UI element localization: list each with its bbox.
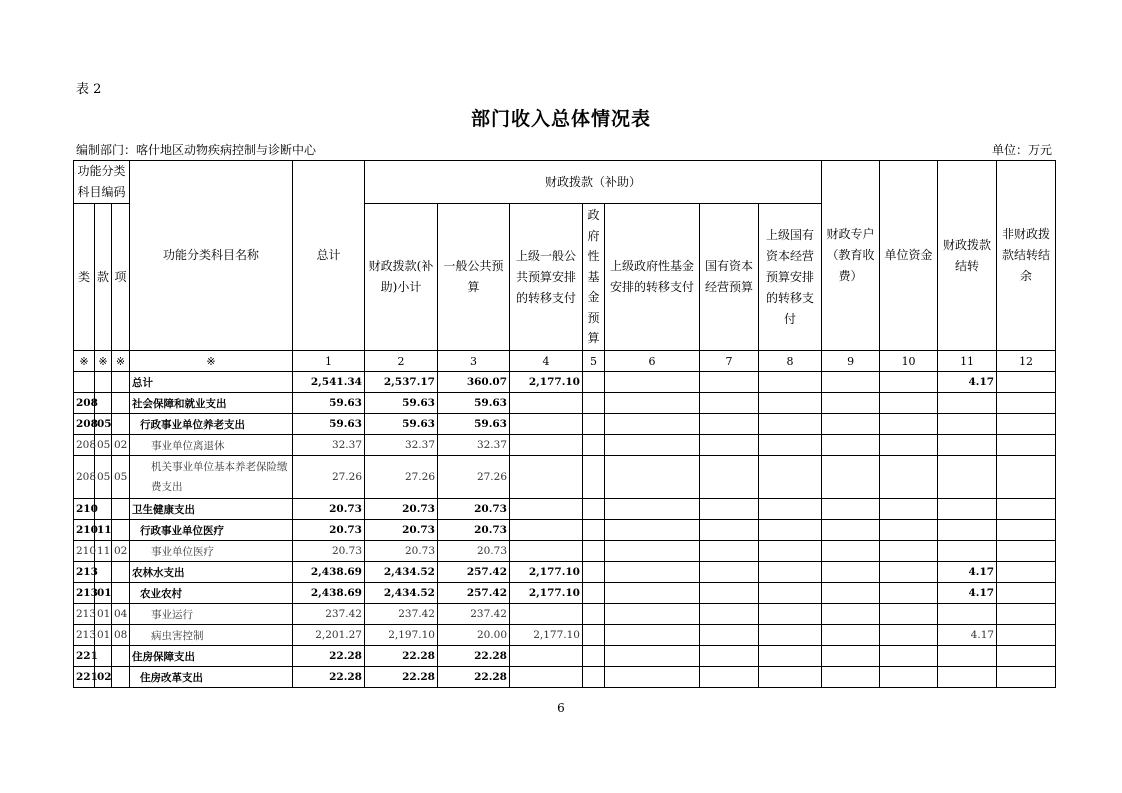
column-index-cell: 3 — [438, 351, 510, 372]
cell-c2: 32.37 — [365, 435, 438, 456]
table-row — [74, 520, 1056, 541]
compiling-department: 编制部门：喀什地区动物疾病控制与诊断中心 — [76, 143, 317, 157]
header-c5: 政府性基金预算 — [583, 204, 605, 351]
table-label: 表 2 — [76, 82, 102, 97]
page-number: 6 — [557, 701, 565, 715]
cell-lei: 210 — [74, 541, 95, 562]
cell-c8 — [759, 499, 822, 520]
column-index-cell: 11 — [938, 351, 997, 372]
cell-c7 — [700, 604, 759, 625]
cell-c1: 22.28 — [293, 646, 365, 667]
column-index-cell: 10 — [880, 351, 938, 372]
cell-c10 — [880, 541, 938, 562]
cell-c7 — [700, 372, 759, 393]
cell-c5 — [583, 435, 605, 456]
cell-kuan: 05 — [95, 414, 112, 435]
cell-lei: 213 — [74, 604, 95, 625]
cell-c7 — [700, 667, 759, 688]
header-c11: 财政拨款结转 — [938, 161, 997, 351]
header-c9: 财政专户（教育收费） — [822, 161, 880, 351]
column-index-row — [74, 351, 1056, 372]
cell-c2: 2,434.52 — [365, 562, 438, 583]
cell-lei: 210 — [74, 499, 95, 520]
cell-c11 — [938, 646, 997, 667]
cell-c12 — [997, 646, 1056, 667]
cell-c4 — [510, 667, 583, 688]
cell-c11: 4.17 — [938, 625, 997, 646]
page-title: 部门收入总体情况表 — [470, 108, 651, 130]
cell-c1: 27.26 — [293, 456, 365, 499]
table-row — [74, 456, 1056, 499]
cell-c7 — [700, 456, 759, 499]
header-kuan: 款 — [95, 204, 112, 351]
cell-c8 — [759, 646, 822, 667]
cell-c2: 2,434.52 — [365, 583, 438, 604]
cell-c4: 2,177.10 — [510, 625, 583, 646]
cell-c3: 20.00 — [438, 625, 510, 646]
cell-xiang — [112, 414, 130, 435]
header-fiscal-group: 财政拨款（补助） — [365, 161, 822, 204]
cell-c1: 59.63 — [293, 414, 365, 435]
cell-c3: 59.63 — [438, 393, 510, 414]
header-c12: 非财政拨款结转结余 — [997, 161, 1056, 351]
cell-c4 — [510, 646, 583, 667]
cell-xiang: 08 — [112, 625, 130, 646]
cell-c6 — [605, 667, 700, 688]
cell-c11: 4.17 — [938, 562, 997, 583]
cell-c10 — [880, 583, 938, 604]
header-lei: 类 — [74, 204, 95, 351]
cell-lei: 210 — [74, 520, 95, 541]
cell-c4 — [510, 604, 583, 625]
cell-xiang: 02 — [112, 541, 130, 562]
cell-lei: 208 — [74, 414, 95, 435]
cell-c11: 4.17 — [938, 583, 997, 604]
column-index-cell: 8 — [759, 351, 822, 372]
cell-lei: 208 — [74, 456, 95, 499]
cell-c11: 4.17 — [938, 372, 997, 393]
income-summary-table — [73, 160, 1056, 688]
column-index-cell: 6 — [605, 351, 700, 372]
cell-c9 — [822, 583, 880, 604]
cell-xiang — [112, 562, 130, 583]
header-xiang: 项 — [112, 204, 130, 351]
cell-c5 — [583, 583, 605, 604]
cell-c1: 22.28 — [293, 667, 365, 688]
cell-c12 — [997, 667, 1056, 688]
cell-kuan: 11 — [95, 520, 112, 541]
cell-c8 — [759, 520, 822, 541]
cell-c2: 59.63 — [365, 393, 438, 414]
cell-c2: 59.63 — [365, 414, 438, 435]
cell-xiang — [112, 499, 130, 520]
cell-c10 — [880, 625, 938, 646]
cell-xiang — [112, 646, 130, 667]
cell-c8 — [759, 541, 822, 562]
cell-kuan: 01 — [95, 583, 112, 604]
cell-c9 — [822, 435, 880, 456]
cell-c9 — [822, 625, 880, 646]
cell-c10 — [880, 414, 938, 435]
cell-c7 — [700, 562, 759, 583]
cell-c7 — [700, 625, 759, 646]
cell-name: 卫生健康支出 — [130, 499, 293, 520]
cell-c12 — [997, 499, 1056, 520]
header-c6: 上级政府性基金安排的转移支付 — [605, 204, 700, 351]
column-index-cell: 9 — [822, 351, 880, 372]
cell-c11 — [938, 435, 997, 456]
cell-lei: 213 — [74, 562, 95, 583]
cell-c12 — [997, 520, 1056, 541]
cell-c5 — [583, 499, 605, 520]
cell-c12 — [997, 372, 1056, 393]
cell-c4: 2,177.10 — [510, 562, 583, 583]
cell-c8 — [759, 393, 822, 414]
cell-c12 — [997, 414, 1056, 435]
cell-lei: 221 — [74, 646, 95, 667]
cell-c10 — [880, 520, 938, 541]
column-index-cell: 2 — [365, 351, 438, 372]
cell-c7 — [700, 435, 759, 456]
cell-c4 — [510, 456, 583, 499]
cell-c1: 2,438.69 — [293, 583, 365, 604]
cell-name: 病虫害控制 — [130, 625, 293, 646]
header-c3: 一般公共预算 — [438, 204, 510, 351]
cell-c2: 20.73 — [365, 541, 438, 562]
column-index-cell: ※ — [74, 351, 95, 372]
cell-c12 — [997, 456, 1056, 499]
cell-c10 — [880, 393, 938, 414]
cell-c9 — [822, 372, 880, 393]
cell-c6 — [605, 604, 700, 625]
table-row — [74, 583, 1056, 604]
cell-c10 — [880, 562, 938, 583]
cell-c9 — [822, 414, 880, 435]
cell-c2: 20.73 — [365, 520, 438, 541]
cell-kuan: 11 — [95, 541, 112, 562]
cell-c4 — [510, 414, 583, 435]
table-row — [74, 499, 1056, 520]
table-row — [74, 541, 1056, 562]
cell-c12 — [997, 541, 1056, 562]
cell-c12 — [997, 604, 1056, 625]
cell-c3: 22.28 — [438, 646, 510, 667]
cell-c10 — [880, 646, 938, 667]
table-row — [74, 625, 1056, 646]
cell-xiang: 05 — [112, 456, 130, 499]
cell-c3: 20.73 — [438, 541, 510, 562]
cell-c5 — [583, 625, 605, 646]
cell-c5 — [583, 667, 605, 688]
cell-c12 — [997, 583, 1056, 604]
cell-name: 事业单位离退休 — [130, 435, 293, 456]
cell-name: 住房保障支出 — [130, 646, 293, 667]
cell-c1: 20.73 — [293, 499, 365, 520]
cell-c1: 2,541.34 — [293, 372, 365, 393]
cell-lei: 221 — [74, 667, 95, 688]
cell-c8 — [759, 583, 822, 604]
cell-name: 行政事业单位养老支出 — [130, 414, 293, 435]
cell-lei — [74, 372, 95, 393]
cell-xiang — [112, 520, 130, 541]
cell-name: 农林水支出 — [130, 562, 293, 583]
cell-c9 — [822, 604, 880, 625]
cell-c1: 32.37 — [293, 435, 365, 456]
cell-lei: 208 — [74, 435, 95, 456]
cell-xiang — [112, 393, 130, 414]
cell-c6 — [605, 583, 700, 604]
cell-c7 — [700, 541, 759, 562]
cell-c6 — [605, 625, 700, 646]
cell-c10 — [880, 499, 938, 520]
cell-c2: 2,197.10 — [365, 625, 438, 646]
header-c10: 单位资金 — [880, 161, 938, 351]
cell-c10 — [880, 435, 938, 456]
cell-c10 — [880, 604, 938, 625]
cell-c1: 20.73 — [293, 541, 365, 562]
cell-c7 — [700, 499, 759, 520]
cell-c6 — [605, 520, 700, 541]
cell-c12 — [997, 435, 1056, 456]
table-row — [74, 435, 1056, 456]
cell-c5 — [583, 414, 605, 435]
table-row — [74, 667, 1056, 688]
cell-c2: 20.73 — [365, 499, 438, 520]
column-index-cell: 5 — [583, 351, 605, 372]
cell-c1: 59.63 — [293, 393, 365, 414]
cell-xiang: 04 — [112, 604, 130, 625]
cell-name: 事业单位医疗 — [130, 541, 293, 562]
cell-c5 — [583, 520, 605, 541]
cell-xiang — [112, 667, 130, 688]
cell-c10 — [880, 667, 938, 688]
cell-c11 — [938, 456, 997, 499]
unit-label: 单位：万元 — [991, 143, 1052, 157]
header-c7: 国有资本经营预算 — [700, 204, 759, 351]
cell-name: 事业运行 — [130, 604, 293, 625]
cell-c7 — [700, 583, 759, 604]
cell-c11 — [938, 393, 997, 414]
header-c4: 上级一般公共预算安排的转移支付 — [510, 204, 583, 351]
cell-c2: 22.28 — [365, 667, 438, 688]
table-row — [74, 604, 1056, 625]
cell-c3: 257.42 — [438, 583, 510, 604]
cell-c6 — [605, 541, 700, 562]
cell-c11 — [938, 667, 997, 688]
cell-c8 — [759, 667, 822, 688]
cell-c6 — [605, 435, 700, 456]
cell-c9 — [822, 562, 880, 583]
cell-c5 — [583, 456, 605, 499]
column-index-cell: 7 — [700, 351, 759, 372]
cell-c3: 27.26 — [438, 456, 510, 499]
cell-name: 行政事业单位医疗 — [130, 520, 293, 541]
cell-c10 — [880, 372, 938, 393]
cell-c5 — [583, 541, 605, 562]
cell-c9 — [822, 393, 880, 414]
cell-c6 — [605, 499, 700, 520]
cell-name: 农业农村 — [130, 583, 293, 604]
cell-c4 — [510, 435, 583, 456]
cell-c6 — [605, 414, 700, 435]
cell-c4 — [510, 541, 583, 562]
cell-c5 — [583, 393, 605, 414]
cell-c5 — [583, 604, 605, 625]
cell-lei: 208 — [74, 393, 95, 414]
header-c8: 上级国有资本经营预算安排的转移支付 — [759, 204, 822, 351]
cell-c5 — [583, 646, 605, 667]
column-index-cell: 1 — [293, 351, 365, 372]
cell-c1: 2,201.27 — [293, 625, 365, 646]
cell-c2: 27.26 — [365, 456, 438, 499]
cell-c2: 2,537.17 — [365, 372, 438, 393]
cell-c2: 22.28 — [365, 646, 438, 667]
cell-c3: 22.28 — [438, 667, 510, 688]
cell-c3: 257.42 — [438, 562, 510, 583]
cell-c6 — [605, 393, 700, 414]
cell-c8 — [759, 372, 822, 393]
cell-c7 — [700, 520, 759, 541]
cell-c12 — [997, 625, 1056, 646]
cell-c5 — [583, 562, 605, 583]
cell-c8 — [759, 435, 822, 456]
cell-c8 — [759, 625, 822, 646]
cell-name: 社会保障和就业支出 — [130, 393, 293, 414]
cell-c9 — [822, 646, 880, 667]
table-row — [74, 372, 1056, 393]
header-total: 总计 — [293, 161, 365, 351]
cell-c4: 2,177.10 — [510, 583, 583, 604]
table-row — [74, 414, 1056, 435]
header-c2: 财政拨款(补助)小计 — [365, 204, 438, 351]
cell-c4: 2,177.10 — [510, 372, 583, 393]
cell-c8 — [759, 562, 822, 583]
cell-c3: 237.42 — [438, 604, 510, 625]
cell-c12 — [997, 393, 1056, 414]
cell-c8 — [759, 456, 822, 499]
cell-kuan: 05 — [95, 456, 112, 499]
cell-c11 — [938, 604, 997, 625]
cell-c2: 237.42 — [365, 604, 438, 625]
cell-c7 — [700, 393, 759, 414]
column-index-cell: ※ — [130, 351, 293, 372]
cell-c5 — [583, 372, 605, 393]
cell-c4 — [510, 520, 583, 541]
cell-c11 — [938, 414, 997, 435]
cell-c1: 2,438.69 — [293, 562, 365, 583]
column-index-cell: 12 — [997, 351, 1056, 372]
cell-c1: 237.42 — [293, 604, 365, 625]
cell-c6 — [605, 372, 700, 393]
cell-c1: 20.73 — [293, 520, 365, 541]
cell-kuan: 05 — [95, 435, 112, 456]
cell-c3: 59.63 — [438, 414, 510, 435]
cell-xiang — [112, 372, 130, 393]
cell-c6 — [605, 456, 700, 499]
cell-c11 — [938, 541, 997, 562]
column-index-cell: ※ — [95, 351, 112, 372]
cell-c9 — [822, 541, 880, 562]
header-name: 功能分类科目名称 — [130, 161, 293, 351]
cell-c11 — [938, 520, 997, 541]
cell-c9 — [822, 520, 880, 541]
cell-c7 — [700, 646, 759, 667]
cell-c8 — [759, 414, 822, 435]
cell-c12 — [997, 562, 1056, 583]
cell-kuan: 01 — [95, 625, 112, 646]
cell-c4 — [510, 499, 583, 520]
cell-xiang — [112, 583, 130, 604]
column-index-cell: 4 — [510, 351, 583, 372]
cell-kuan: 01 — [95, 604, 112, 625]
table-row — [74, 646, 1056, 667]
cell-c7 — [700, 414, 759, 435]
cell-c10 — [880, 456, 938, 499]
cell-c11 — [938, 499, 997, 520]
cell-c6 — [605, 562, 700, 583]
cell-c3: 20.73 — [438, 520, 510, 541]
cell-name: 总计 — [130, 372, 293, 393]
cell-c3: 32.37 — [438, 435, 510, 456]
table-row — [74, 562, 1056, 583]
cell-c3: 360.07 — [438, 372, 510, 393]
cell-c3: 20.73 — [438, 499, 510, 520]
cell-name: 机关事业单位基本养老保险缴费支出 — [130, 456, 293, 499]
cell-xiang: 02 — [112, 435, 130, 456]
cell-kuan — [95, 372, 112, 393]
cell-name: 住房改革支出 — [130, 667, 293, 688]
cell-kuan: 02 — [95, 667, 112, 688]
cell-c4 — [510, 393, 583, 414]
cell-c8 — [759, 604, 822, 625]
column-index-cell: ※ — [112, 351, 130, 372]
cell-c9 — [822, 667, 880, 688]
header-code-group: 功能分类科目编码 — [74, 161, 130, 204]
cell-lei: 213 — [74, 583, 95, 604]
table-row — [74, 393, 1056, 414]
cell-lei: 213 — [74, 625, 95, 646]
cell-c6 — [605, 646, 700, 667]
cell-c9 — [822, 456, 880, 499]
cell-c9 — [822, 499, 880, 520]
